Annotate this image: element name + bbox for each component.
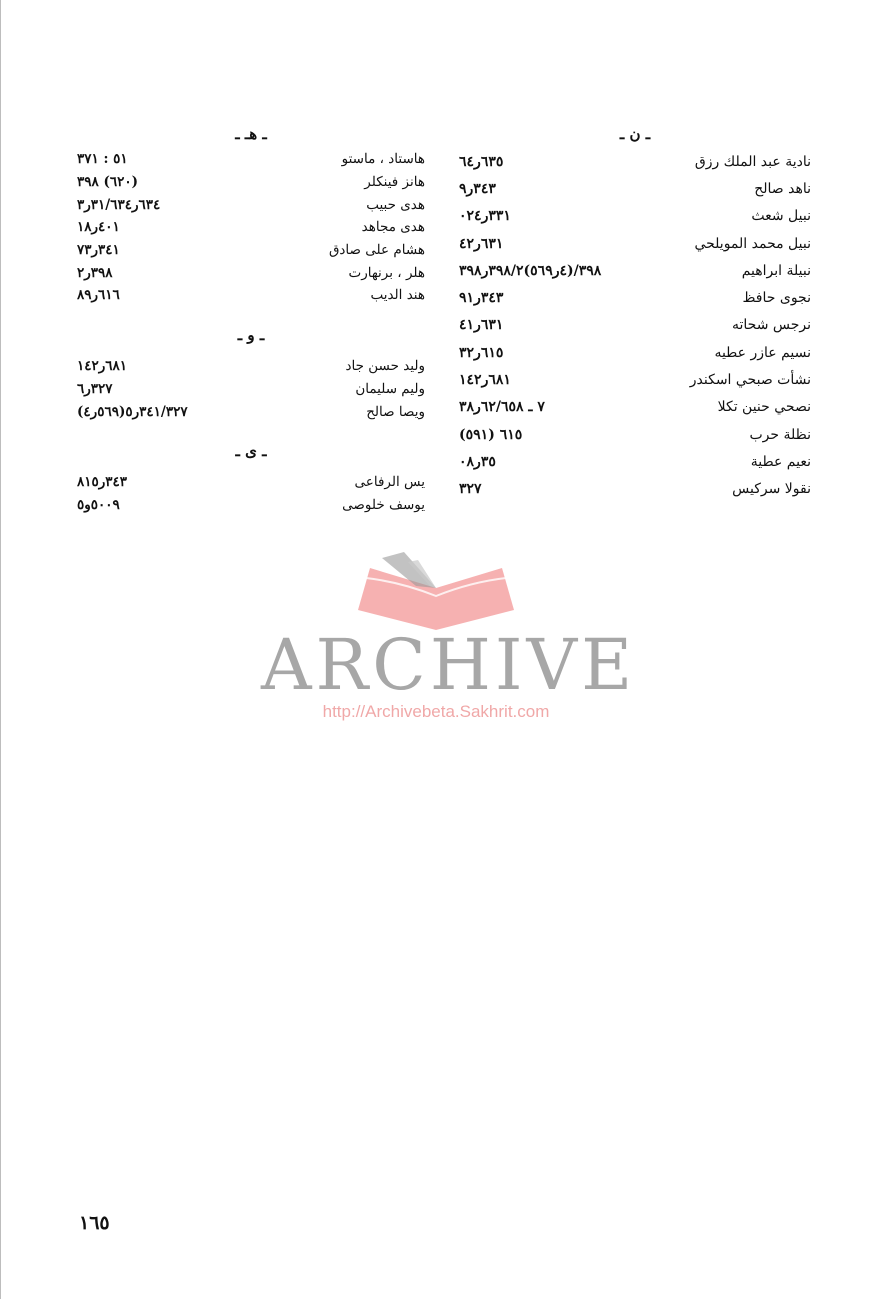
entry-pages: ٣٤١/٣٢٧ر٥(٥٦٩ر٤) (77, 403, 188, 420)
entry-pages: ٦١٦ر٨٩ (77, 287, 120, 304)
entry-pages: ٣٤٣ر٩١ (459, 290, 504, 307)
index-entry (77, 378, 425, 401)
index-entry (459, 448, 811, 475)
index-entry (459, 175, 811, 202)
entry-name: ناهد صالح (754, 180, 811, 197)
page-number: ١٦٥ (79, 1212, 110, 1234)
index-entry (77, 355, 425, 378)
entry-pages: ٣٩٨/(٤ر٥٦٩)٣٩٨/٢ر٣٩٨ (459, 262, 602, 279)
entry-pages: ٦٨١ر١٤٢ (459, 372, 511, 389)
entry-pages: ٣٩٨ر٢ (77, 264, 113, 281)
index-entry (77, 193, 425, 216)
entry-name: وليد حسن جاد (345, 358, 425, 375)
index-entry (459, 203, 811, 230)
entry-pages: ٣٤٣ر٩ (459, 180, 496, 197)
entry-pages: ٤٠١ر١٨ (77, 219, 120, 236)
index-entry (459, 230, 811, 257)
entry-pages: (٦٢٠) ٣٩٨ (77, 174, 139, 191)
entry-pages: ٦٣٤ر٣١/٦٣٤ر٣ (77, 196, 161, 213)
index-entry (459, 312, 811, 339)
entry-list (77, 355, 425, 423)
section-waw (77, 321, 425, 423)
section-heading-ya: ـ ى ـ (235, 441, 267, 460)
entry-pages: ٦٣١ر٤١ (459, 317, 504, 334)
entry-pages: ٣٣١ر٠٢٤ (459, 208, 511, 225)
entry-list (459, 148, 811, 503)
entry-name: هند الديب (370, 287, 425, 304)
entry-name: نبيل محمد المويلحي (694, 235, 811, 252)
entry-name: يس الرفاعى (354, 474, 425, 491)
entry-name: هاستاد ، ماستو (341, 151, 425, 168)
index-entry (77, 494, 425, 517)
entry-name: نقولا سركيس (732, 481, 811, 498)
index-entry (77, 400, 425, 423)
archive-watermark (261, 552, 637, 732)
entry-name: يوسف خلوصى (342, 496, 425, 513)
entry-pages: ٦١٥ (٥٩١) (459, 426, 523, 443)
watermark-url: http://Archivebeta.Sakhrit.com (322, 702, 550, 721)
watermark-title: ARCHIVE (261, 624, 637, 706)
index-entry (459, 366, 811, 393)
section-ha (77, 120, 425, 307)
entry-name: هلر ، برنهارت (348, 264, 425, 281)
entry-pages: ٦٨١ر١٤٢ (77, 358, 128, 375)
entry-name: وليم سليمان (355, 380, 425, 397)
entry-name: نرجس شحاته (731, 317, 811, 334)
entry-name: نادية عبد الملك رزق (694, 153, 811, 170)
index-entry (77, 261, 425, 284)
index-entry (459, 257, 811, 284)
entry-name: هدى حبيب (366, 196, 425, 213)
index-column-ha-waw-ya (77, 120, 425, 516)
entry-pages: ٦٣١ر٤٢ (459, 235, 504, 252)
index-entry (77, 239, 425, 262)
entry-name: نبيلة ابراهيم (741, 262, 811, 279)
entry-name: هدى مجاهد (361, 219, 425, 236)
index-entry (77, 284, 425, 307)
entry-pages: ٣٤٣ر٨١٥ (77, 474, 128, 491)
index-entry (77, 216, 425, 239)
entry-name: نسيم عازر عطيه (714, 344, 811, 361)
entry-pages: ٧ ـ ٦٢/٦٥٨ر٣٨ (459, 399, 545, 416)
section-heading-nun: ـ ن ـ (619, 125, 651, 143)
index-entry (459, 476, 811, 503)
entry-pages: ٣٢٧ر٦ (77, 380, 113, 397)
index-column-nun (459, 120, 811, 503)
entry-pages: ٣٥ر٠٨ (459, 453, 496, 470)
index-entry (459, 148, 811, 175)
section-ya (77, 437, 425, 516)
entry-list (77, 471, 425, 516)
entry-name: نصحي حنين تكلا (717, 399, 811, 416)
entry-pages: ٣٢٧ (459, 481, 482, 498)
entry-name: نجوى حافظ (742, 290, 811, 307)
section-heading-ha: ـ هـ ـ (235, 125, 267, 143)
entry-name: ويصا صالح (366, 403, 425, 420)
index-entry (459, 394, 811, 421)
index-entry (459, 421, 811, 448)
entry-pages: ٣٤١ر٧٣ (77, 242, 120, 259)
entry-name: نعيم عطية (750, 453, 811, 470)
entry-name: نبيل شعث (751, 208, 811, 225)
index-entry (77, 148, 425, 171)
entry-pages: ٦١٥ر٣٢ (459, 344, 504, 361)
entry-list (77, 148, 425, 307)
entry-name: نظلة حرب (749, 426, 811, 443)
entry-name: هانز فينكلر (364, 174, 425, 191)
index-entry (77, 471, 425, 494)
entry-pages: ٥٠٠٩و٥ (77, 496, 120, 513)
entry-name: نشأت صبحي اسكندر (689, 372, 811, 389)
entry-name: هشام على صادق (328, 242, 425, 259)
index-entry (77, 171, 425, 194)
entry-pages: ٦٣٥ر٦٤ (459, 153, 504, 170)
section-heading-waw: ـ و ـ (237, 325, 265, 344)
entry-pages: ٥١ : ٣٧١ (77, 151, 128, 168)
index-entry (459, 284, 811, 311)
index-entry (459, 339, 811, 366)
